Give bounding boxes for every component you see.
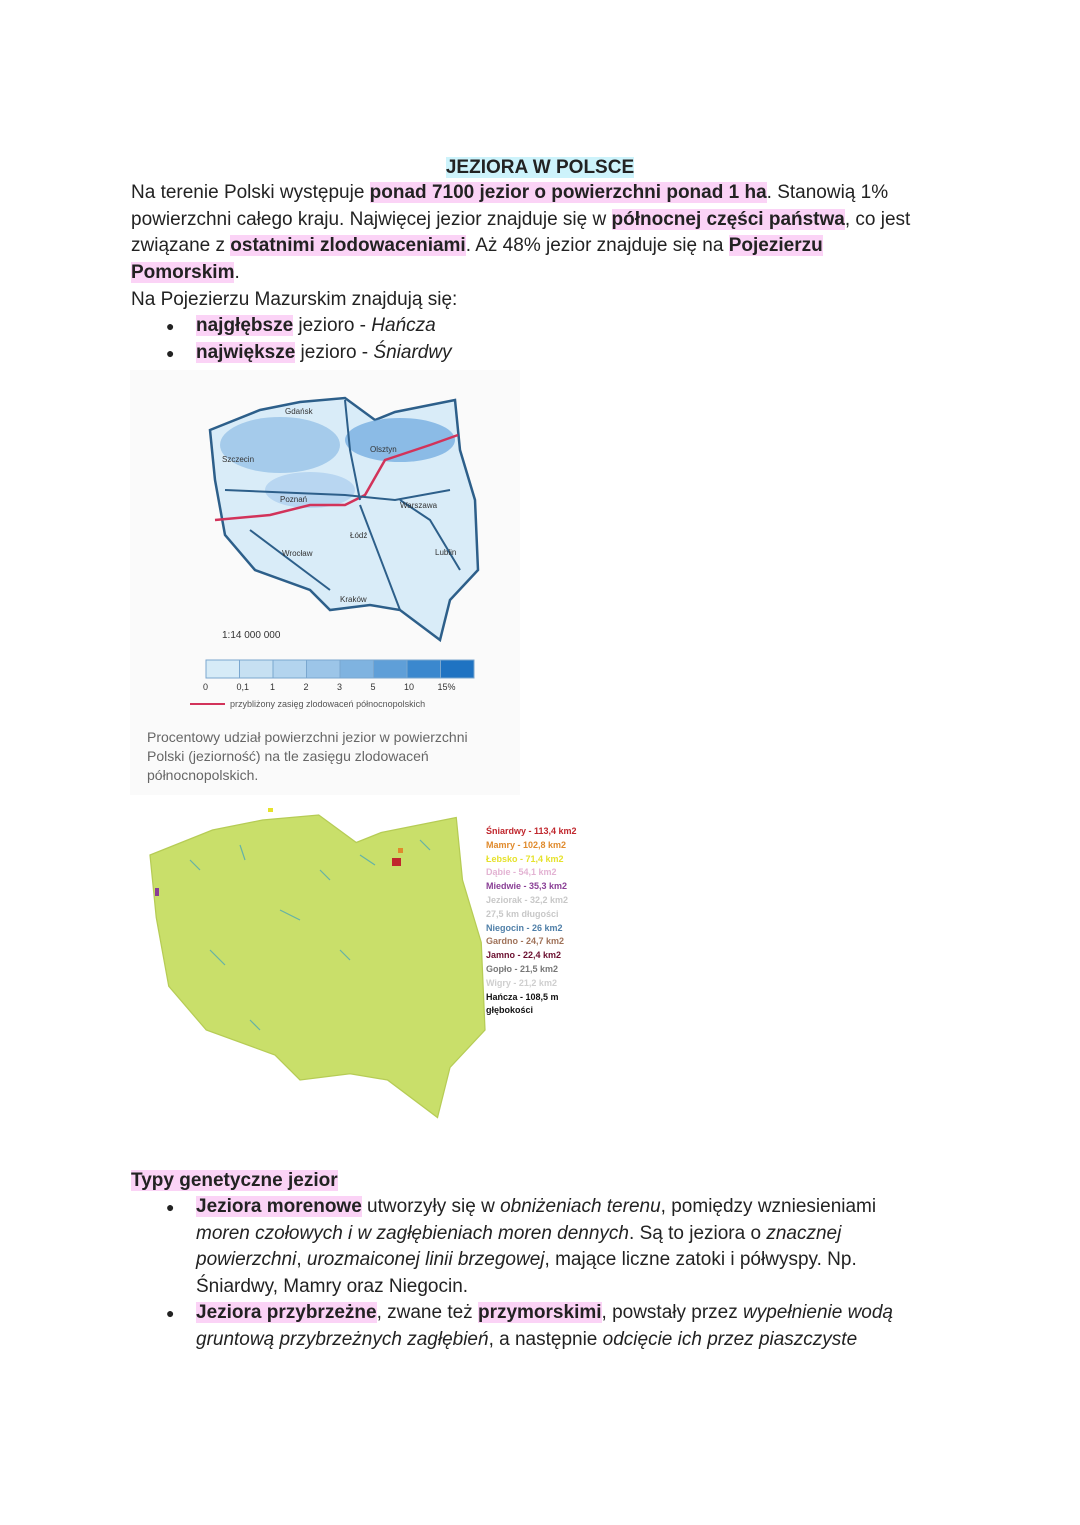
legend-swatch (307, 660, 341, 678)
intro-line-3: związane z ostatnimi zlodowaceniami. Aż 48% jezior znajduje się na Pojezierzu (131, 235, 823, 256)
city-label: Warszawa (400, 501, 438, 510)
lake-density-legend (206, 660, 474, 678)
lake-legend-item: Śniardwy - 113,4 km2 (486, 826, 577, 836)
bullet-icon: ● (166, 345, 175, 361)
legend-tick: 10 (404, 682, 415, 692)
bullet-icon: ● (166, 318, 175, 334)
list-item: największe jezioro - Śniardwy (196, 342, 452, 363)
list-item-line: Śniardwy, Mamry oraz Niegocin. (196, 1276, 469, 1297)
lake-legend-item: Hańcza - 108,5 m (486, 991, 559, 1002)
legend-tick: 0,1 (236, 682, 250, 692)
city-label: Wrocław (282, 549, 313, 558)
lake-legend-item: Łebsko - 71,4 km2 (486, 853, 564, 864)
legend-swatch (273, 660, 307, 678)
city-label: Łódź (350, 531, 368, 540)
page-title: JEZIORA W POLSCE (445, 157, 635, 178)
lake-legend-item: Gopło - 21,5 km2 (486, 964, 559, 974)
map-scale: 1:14 000 000 (222, 630, 281, 641)
legend-tick: 0 (203, 682, 209, 692)
intro-line-1: Na terenie Polski występuje ponad 7100 jezior o powierzchni ponad 1 ha. Stanowią 1% (131, 182, 889, 203)
list-item: Jeziora przybrzeżne, zwane też przymorskimi, powstały przez wypełnienie wodą (196, 1302, 894, 1323)
lake-legend-item: głębokości (486, 1005, 534, 1016)
largest-lakes-map-figure (130, 800, 600, 1140)
list-item-line: gruntową przybrzeżnych zagłębień, a następnie odcięcie ich przez piaszczyste (196, 1329, 858, 1350)
intro-line-4: Pomorskim. (131, 262, 240, 283)
lake-legend-item: Wigry - 21,2 km2 (486, 977, 557, 988)
legend-tick: 1 (270, 682, 276, 692)
bullet-icon: ● (166, 1199, 175, 1215)
lake-legend-item: 27,5 km długości (486, 908, 559, 919)
list-item-line: moren czołowych i w zagłębieniach moren dennych. Są to jeziora o znacznej (196, 1223, 842, 1244)
city-label: Olsztyn (370, 445, 397, 454)
legend-swatch (206, 660, 240, 678)
lake-legend-item: Dąbie - 54,1 km2 (486, 867, 557, 878)
lake-legend-item: Gardno - 24,7 km2 (486, 936, 565, 947)
lake-density-map-figure (130, 370, 520, 795)
legend-tick: 15% (437, 682, 456, 692)
city-label: Poznań (280, 495, 308, 504)
legend-swatch (340, 660, 374, 678)
lake-legend-item: Niegocin - 26 km2 (486, 922, 563, 933)
lake-legend-item: Jeziorak - 32,2 km2 (486, 895, 569, 905)
map-caption: Procentowy udział powierzchni jezior w powierzchni Polski (jeziorność) na tle zasięgu zlodowaceń północnopolskich. (147, 729, 468, 783)
intro-line-2: powierzchni całego kraju. Najwięcej jezior znajduje się w północnej części państwa, co jest (131, 209, 911, 230)
section-heading: Typy genetyczne jezior (131, 1170, 338, 1191)
legend-swatch (374, 660, 408, 678)
list-item-line: powierzchni, urozmaiconej linii brzegowej, mające liczne zatoki i półwyspy. Np. (196, 1249, 857, 1270)
lake-legend-item: Miedwie - 35,3 km2 (486, 881, 568, 892)
largest-lakes-map (130, 800, 490, 1140)
legend-swatch (240, 660, 274, 678)
lake-legend-item: Jamno - 22,4 km2 (486, 950, 562, 961)
glaciation-line-label: przybliżony zasięg zlodowaceń północnopolskich (230, 699, 426, 709)
city-label: Lublin (435, 548, 457, 557)
city-label: Kraków (340, 595, 367, 604)
city-label: Gdańsk (285, 407, 313, 416)
legend-tick: 3 (337, 682, 343, 692)
list-item: Jeziora morenowe utworzyły się w obniżeniach terenu, pomiędzy wzniesieniami (196, 1196, 877, 1217)
intro-line-5: Na Pojezierzu Mazurskim znajdują się: (131, 289, 458, 310)
legend-swatch (407, 660, 441, 678)
bullet-icon: ● (166, 1305, 175, 1321)
legend-swatch (441, 660, 475, 678)
lake-legend-item: Mamry - 102,8 km2 (486, 839, 567, 850)
legend-tick: 5 (370, 682, 376, 692)
city-label: Szczecin (222, 455, 255, 464)
list-item: najgłębsze jezioro - Hańcza (196, 315, 436, 336)
legend-tick: 2 (303, 682, 309, 692)
